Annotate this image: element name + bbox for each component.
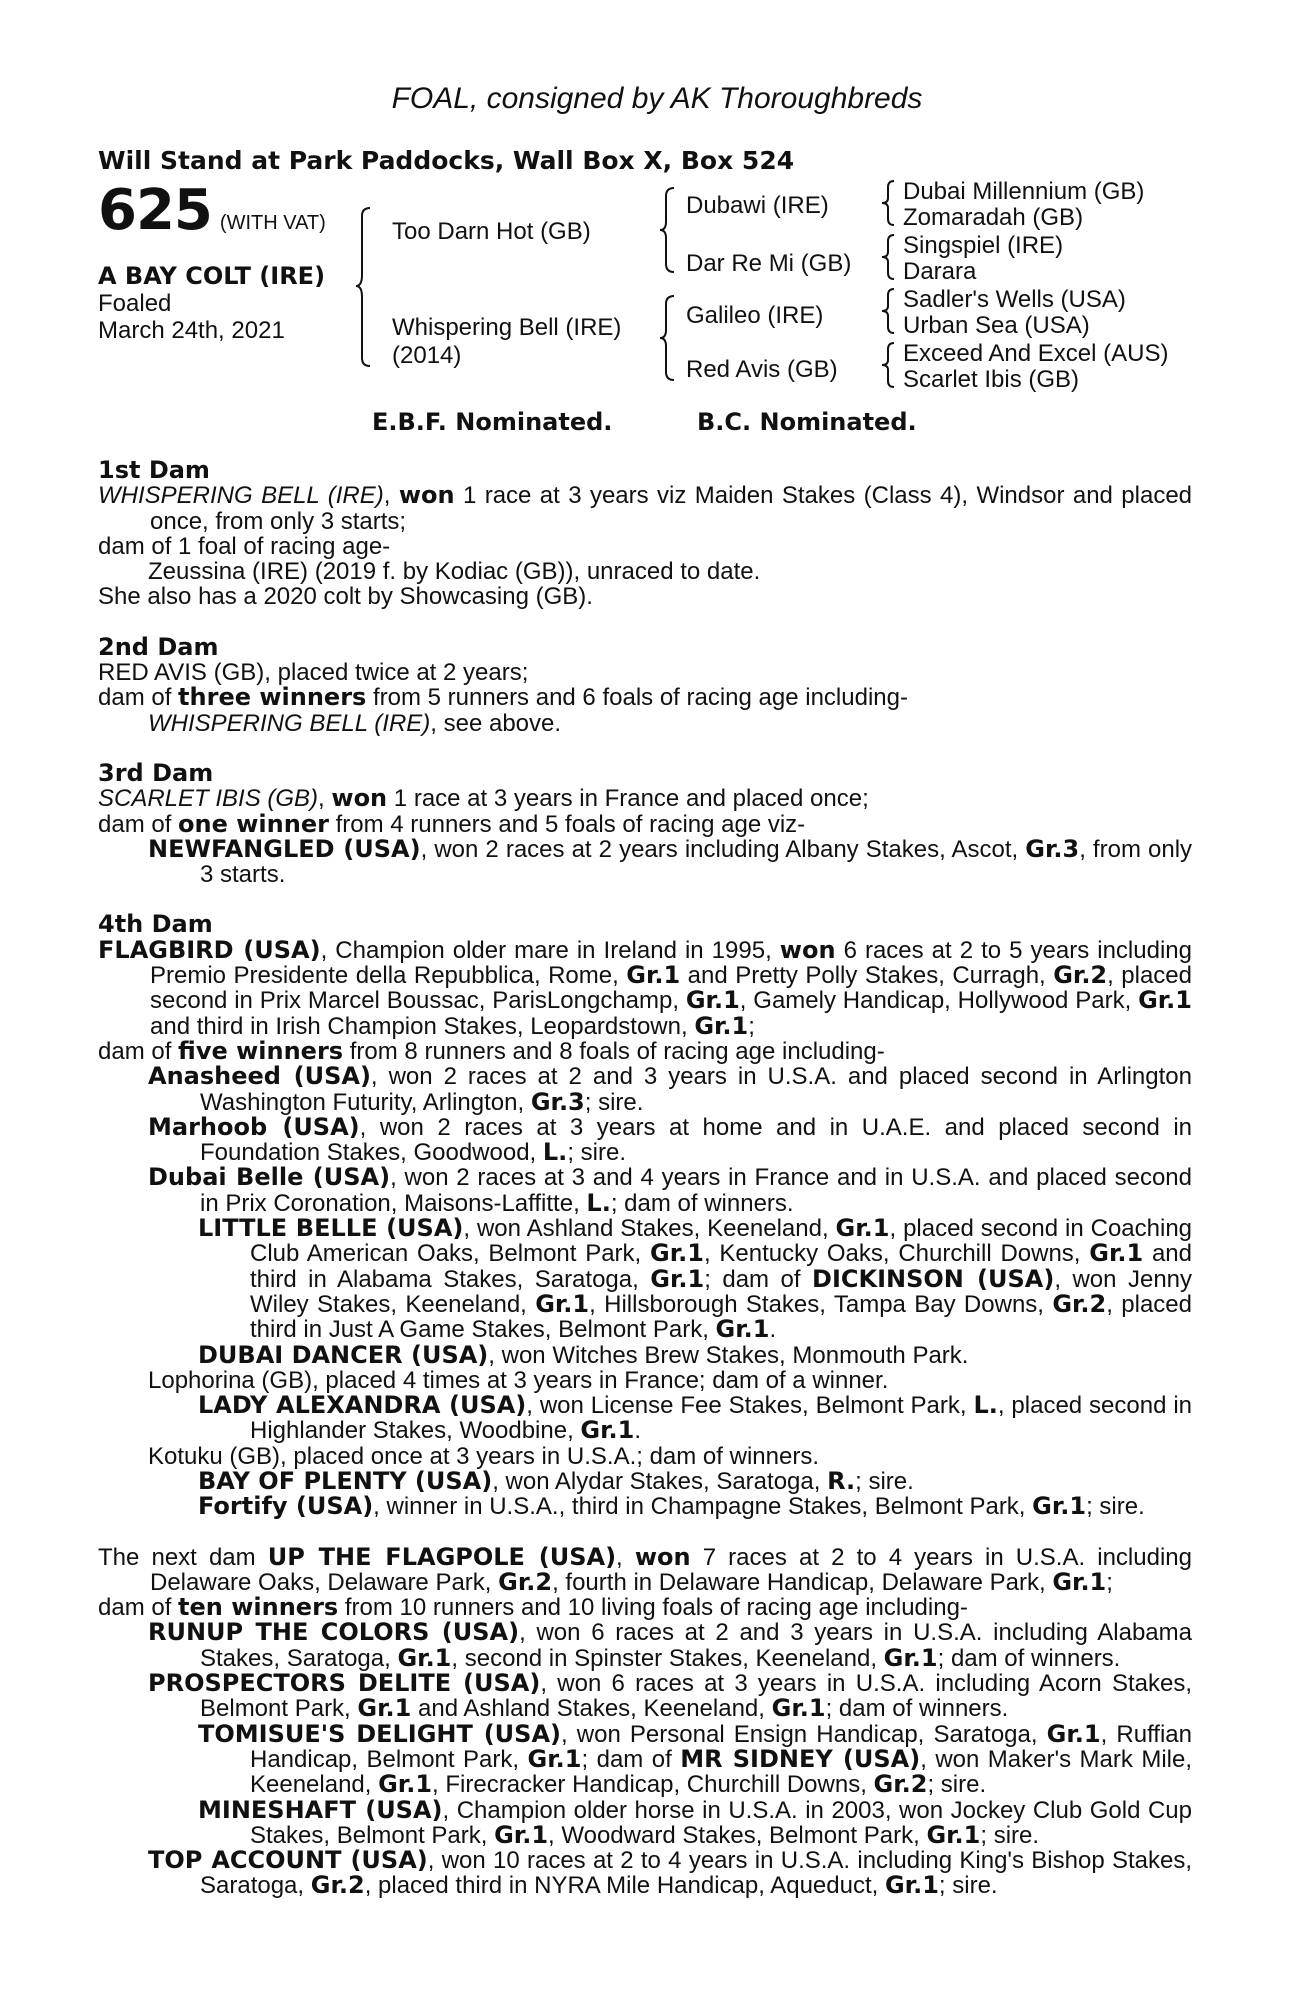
paragraph: WHISPERING BELL (IRE), see above. xyxy=(148,709,562,737)
paragraph: Anasheed (USA), won 2 races at 2 and 3 years in U.S.A. and placed second in Arlington Washington Futurity, Arlington, Gr.3; sire. xyxy=(148,1062,1192,1116)
pedigree-sire-dam: Dar Re Mi (GB) xyxy=(686,250,852,277)
pedigree-dss: Sadler's Wells (USA) xyxy=(903,286,1126,313)
pedigree-sds: Singspiel (IRE) xyxy=(903,232,1064,259)
second-dam-section xyxy=(98,632,1192,737)
pedigree-sire-sire: Dubawi (IRE) xyxy=(686,192,829,219)
pedigree-sdd: Darara xyxy=(903,258,977,285)
first-dam-section xyxy=(98,458,1192,610)
foaled-info xyxy=(98,290,285,344)
stabling-location: Will Stand at Park Paddocks, Wall Box X, Box 524 xyxy=(98,146,795,175)
pedigree-bracket-main xyxy=(356,208,376,368)
paragraph: Dubai Belle (USA), won 2 races at 3 and 4 years in France and in U.S.A. and placed second in Prix Coronation, Maisons-Laffitte, L.; dam of winners. xyxy=(148,1163,1193,1217)
paragraph: LADY ALEXANDRA (USA), won License Fee Stakes, Belmont Park, L., placed second in Highlander Stakes, Woodbine, Gr.1. xyxy=(198,1391,1193,1445)
horse-description: A BAY COLT (IRE) xyxy=(98,262,326,290)
paragraph: Kotuku (GB), placed once at 3 years in U.S.A.; dam of winners. xyxy=(148,1442,819,1470)
pedigree-dsd: Urban Sea (USA) xyxy=(903,312,1090,339)
section-heading: 3rd Dam xyxy=(98,758,214,787)
paragraph: dam of one winner from 4 runners and 5 foals of racing age viz- xyxy=(98,809,806,838)
paragraph: Fortify (USA), winner in U.S.A., third in Champagne Stakes, Belmont Park, Gr.1; sire. xyxy=(198,1492,1145,1521)
pedigree-sire: Too Darn Hot (GB) xyxy=(392,218,591,245)
paragraph: The next dam UP THE FLAGPOLE (USA), won 7 races at 2 to 4 years in U.S.A. including Delaware Oaks, Delaware Park, Gr.2, fourth in Delaware Handicap, Delaware Park, Gr.1; xyxy=(98,1542,1192,1596)
paragraph: RUNUP THE COLORS (USA), won 6 races at 2 and 3 years in U.S.A. including Alabama Stakes, Saratoga, Gr.1, second in Spinster Stakes, Keeneland, Gr.1; dam of winners. xyxy=(148,1618,1192,1672)
section-heading: 2nd Dam xyxy=(98,632,219,661)
paragraph: Zeussina (IRE) (2019 f. by Kodiac (GB)), unraced to date. xyxy=(148,558,761,586)
paragraph: DUBAI DANCER (USA), won Witches Brew Stakes, Monmouth Park. xyxy=(198,1340,969,1369)
lot-number-block xyxy=(98,178,326,243)
foaled-date: March 24th, 2021 xyxy=(98,317,285,344)
paragraph: dam of ten winners from 10 runners and 10 living foals of racing age including- xyxy=(98,1593,968,1622)
fourth-dam-section xyxy=(98,912,1192,1519)
pedigree-dam-dam: Red Avis (GB) xyxy=(686,356,838,383)
pedigree-ssd: Zomaradah (GB) xyxy=(903,204,1084,231)
consignment-heading: FOAL, consigned by AK Thoroughbreds xyxy=(391,82,923,115)
catalogue-body xyxy=(98,458,1192,1899)
bc-nomination: B.C. Nominated. xyxy=(697,408,917,436)
next-dam-section xyxy=(98,1542,1193,1900)
pedigree-bracket-sire xyxy=(660,188,680,278)
paragraph: FLAGBIRD (USA), Champion older mare in Ireland in 1995, won 6 races at 2 to 5 years including Premio Presidente della Repubblica, Rome, Gr.1 and Pretty Polly Stakes, Curragh, Gr.2, placed second in Prix Marcel Boussac, ParisLongchamp, Gr.1, Gamely Handicap, Hollywood Park, Gr.1 and third in Irish Champion Stakes, Leopardstown, Gr.1; xyxy=(98,935,1193,1040)
pedigree-sss: Dubai Millennium (GB) xyxy=(903,178,1145,205)
paragraph: SCARLET IBIS (GB), won 1 race at 3 years in France and placed once; xyxy=(98,784,869,813)
pedigree-bracket-dd xyxy=(882,343,900,389)
pedigree-dam: Whispering Bell (IRE) xyxy=(392,314,622,341)
paragraph: NEWFANGLED (USA), won 2 races at 2 years including Albany Stakes, Ascot, Gr.3, from only 3 starts. xyxy=(148,834,1193,889)
pedigree-bracket-ss xyxy=(882,181,900,227)
paragraph: She also has a 2020 colt by Showcasing (GB). xyxy=(98,583,593,611)
paragraph: dam of 1 foal of racing age- xyxy=(98,532,391,560)
pedigree-bracket-sd xyxy=(882,235,900,281)
paragraph: Lophorina (GB), placed 4 times at 3 years in France; dam of a winner. xyxy=(148,1366,889,1394)
pedigree-bracket-ds xyxy=(882,289,900,335)
lot-number: 625 xyxy=(98,178,212,243)
paragraph: BAY OF PLENTY (USA), won Alydar Stakes, Saratoga, R.; sire. xyxy=(198,1466,914,1495)
paragraph: Marhoob (USA), won 2 races at 3 years at home and in U.A.E. and placed second in Foundation Stakes, Goodwood, L.; sire. xyxy=(148,1112,1192,1167)
paragraph: RED AVIS (GB), placed twice at 2 years; xyxy=(98,659,529,687)
paragraph: PROSPECTORS DELITE (USA), won 6 races at 3 years in U.S.A. including Acorn Stakes, Belmont Park, Gr.1 and Ashland Stakes, Keeneland, Gr.1; dam of winners. xyxy=(148,1669,1192,1723)
paragraph: MINESHAFT (USA), Champion older horse in U.S.A. in 2003, won Jockey Club Gold Cup Stakes, Belmont Park, Gr.1, Woodward Stakes, Belmont Park, Gr.1; sire. xyxy=(198,1795,1192,1849)
section-heading: 1st Dam xyxy=(98,456,210,484)
pedigree-dam-year: (2014) xyxy=(392,342,462,369)
paragraph: TOMISUE'S DELIGHT (USA), won Personal Ensign Handicap, Saratoga, Gr.1, Ruffian Handicap, Belmont Park, Gr.1; dam of MR SIDNEY (USA), won Maker's Mark Mile, Keeneland, Gr.1, Firecracker Handicap, Churchill Downs, Gr.2; sire. xyxy=(198,1719,1193,1799)
paragraph: WHISPERING BELL (IRE), won 1 race at 3 years viz Maiden Stakes (Class 4), Windsor and placed once, from only 3 starts; xyxy=(98,481,1193,535)
paragraph: dam of five winners from 8 runners and 8 foals of racing age including- xyxy=(98,1036,885,1065)
pedigree-ddd: Scarlet Ibis (GB) xyxy=(903,366,1080,393)
section-heading: 4th Dam xyxy=(98,910,213,939)
foaled-label: Foaled xyxy=(98,290,172,317)
third-dam-section xyxy=(98,758,1193,889)
paragraph: TOP ACCOUNT (USA), won 10 races at 2 to 4 years in U.S.A. including King's Bishop Stakes, Saratoga, Gr.2, placed third in NYRA Mile Handicap, Aqueduct, Gr.1; sire. xyxy=(148,1846,1192,1900)
vat-note: (WITH VAT) xyxy=(219,212,326,234)
paragraph: LITTLE BELLE (USA), won Ashland Stakes, Keeneland, Gr.1, placed second in Coaching Club American Oaks, Belmont Park, Gr.1, Kentucky Oaks, Churchill Downs, Gr.1 and third in Alabama Stakes, Saratoga, Gr.1; dam of DICKINSON (USA), won Jenny Wiley Stakes, Keeneland, Gr.1, Hillsborough Stakes, Tampa Bay Downs, Gr.2, placed third in Just A Game Stakes, Belmont Park, Gr.1. xyxy=(198,1214,1193,1344)
paragraph: dam of three winners from 5 runners and 6 foals of racing age including- xyxy=(98,683,908,712)
pedigree-dds: Exceed And Excel (AUS) xyxy=(903,340,1169,367)
pedigree-bracket-dam xyxy=(660,296,680,386)
pedigree-dam-sire: Galileo (IRE) xyxy=(686,302,824,329)
ebf-nomination: E.B.F. Nominated. xyxy=(372,408,613,436)
